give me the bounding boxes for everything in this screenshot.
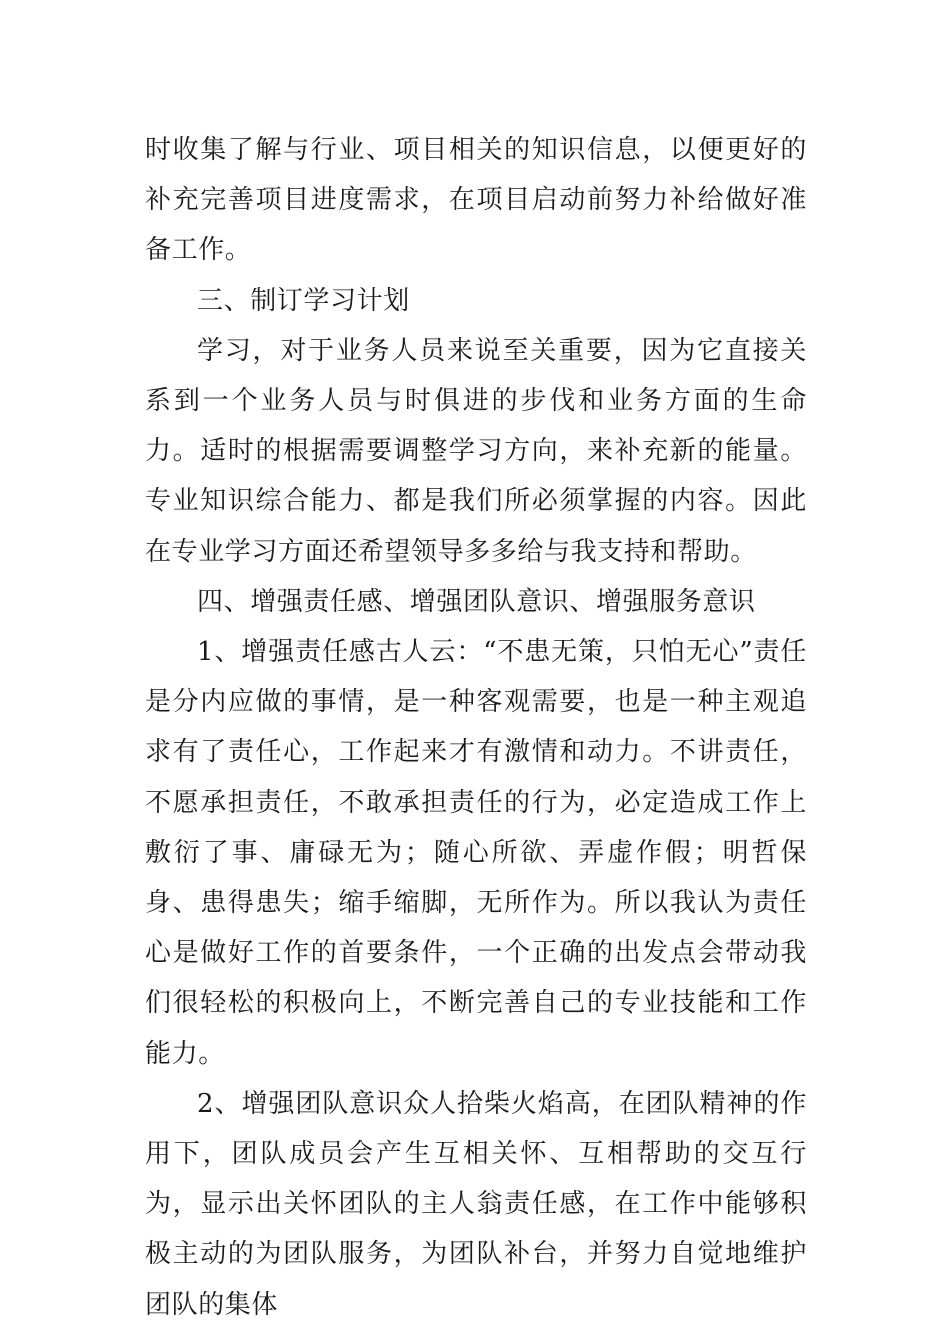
paragraph-responsibility: 1、增强责任感古人云：“不患无策，只怕无心”责任是分内应做的事情，是一种客观需要，也是一种主观追求有了责任心，工作起来才有激情和动力。不讲责任，不愿承担责任，不敢承担责任的行为，必定造成工作上敷衍了事、庸碌无为；随心所欲、弄虚作假；明哲保身、患得患失；缩手缩脚，无所作为。所以我认为责任心是做好工作的首要条件，一个正确的出发点会带动我们很轻松的积极向上，不断完善自己的专业技能和工作能力。 xyxy=(145,637,807,1069)
document-body xyxy=(145,125,807,1330)
paragraph-continued: 时收集了解与行业、项目相关的知识信息，以便更好的补充完善项目进度需求，在项目启动前努力补给做好准备工作。 xyxy=(145,135,807,266)
paragraph-study: 学习，对于业务人员来说至关重要，因为它直接关系到一个业务人员与时俱进的步伐和业务方面的生命力。适时的根据需要调整学习方向，来补充新的能量。专业知识综合能力、都是我们所必须掌握的内容。因此在专业学习方面还希望领导多多给与我支持和帮助。 xyxy=(145,335,807,567)
section-heading-study-plan: 三、制订学习计划 xyxy=(197,285,410,316)
paragraph-teamwork: 2、增强团队意识众人拾柴火焰高，在团队精神的作用下，团队成员会产生互相关怀、互相帮助的交互行为，显示出关怀团队的主人翁责任感，在工作中能够积极主动的为团队服务，为团队补台，并努力自觉地维护团队的集体 xyxy=(145,1088,807,1320)
section-heading-responsibility: 四、增强责任感、增强团队意识、增强服务意识 xyxy=(197,586,756,617)
